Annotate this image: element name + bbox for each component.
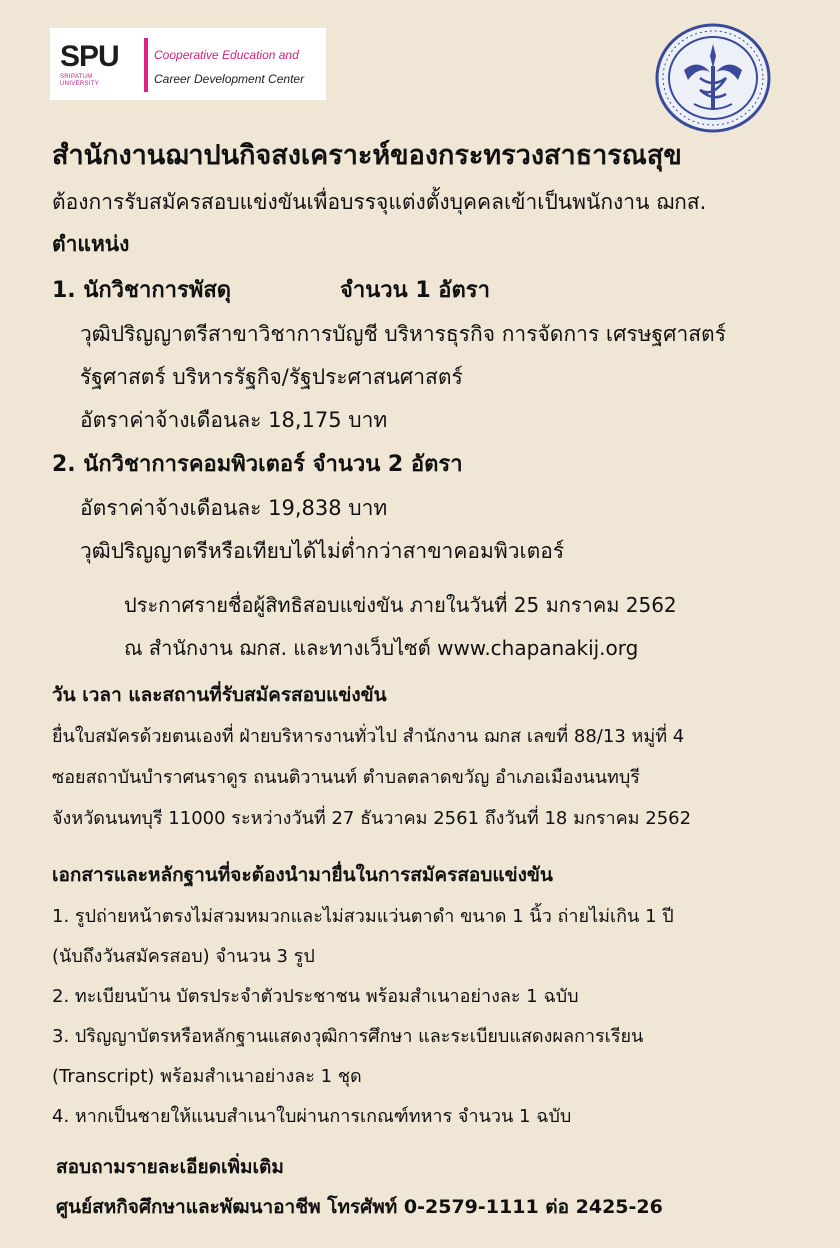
position-2-qualification: วุฒิปริญญาตรีหรือเทียบได้ไม่ต่ำกว่าสาขาคอมพิวเตอร์ [80, 539, 565, 563]
ministry-seal-icon [654, 22, 772, 134]
logo-brand-sub: SRIPATUM UNIVERSITY [60, 74, 100, 87]
document-item-1a: 1. รูปถ่ายหน้าตรงไม่สวมหมวกและไม่สวมแว่นตาดำ ขนาด 1 นิ้ว ถ่ายไม่เกิน 1 ปี [52, 906, 674, 927]
position-2-title: 2. นักวิชาการคอมพิวเตอร์ จำนวน 2 อัตรา [52, 452, 463, 477]
page-title: สำนักงานฌาปนกิจสงเคราะห์ของกระทรวงสาธารณสุข [52, 140, 682, 171]
logo-center-line2: Career Development Center [154, 72, 305, 86]
document-item-2: 2. ทะเบียนบ้าน บัตรประจำตัวประชาชน พร้อมสำเนาอย่างละ 1 ฉบับ [52, 986, 579, 1007]
position-1-count: จำนวน 1 อัตรา [340, 278, 490, 303]
document-item-1b: (นับถึงวันสมัครสอบ) จำนวน 3 รูป [52, 946, 315, 967]
apply-line-3: จังหวัดนนทบุรี 11000 ระหว่างวันที่ 27 ธันวาคม 2561 ถึงวันที่ 18 มกราคม 2562 [52, 808, 692, 829]
announcement-line-1: ประกาศรายชื่อผู้สิทธิสอบแข่งขัน ภายในวันที่ 25 มกราคม 2562 [124, 593, 677, 617]
logo-divider [144, 38, 148, 92]
logo-center-line1: Cooperative Education and [154, 48, 299, 62]
logo-brand: SPU [60, 40, 119, 73]
document-item-4: 4. หากเป็นชายให้แนบสำเนาใบผ่านการเกณฑ์ทหาร จำนวน 1 ฉบับ [52, 1106, 572, 1127]
document-item-3a: 3. ปริญญาบัตรหรือหลักฐานแสดงวุฒิการศึกษา และระเบียบแสดงผลการเรียน [52, 1026, 644, 1047]
apply-line-1: ยื่นใบสมัครด้วยตนเองที่ ฝ่ายบริหารงานทั่วไป สำนักงาน ฌกส เลขที่ 88/13 หมู่ที่ 4 [52, 726, 685, 747]
document-item-3b: (Transcript) พร้อมสำเนาอย่างละ 1 ชุด [52, 1066, 362, 1087]
contact-heading: สอบถามรายละเอียดเพิ่มเติม [56, 1156, 284, 1178]
position-1-title: 1. นักวิชาการพัสดุ [52, 278, 232, 303]
announcement-line-2: ณ สำนักงาน ฌกส. และทางเว็บไซต์ www.chapanakij.org [124, 636, 639, 660]
contact-line: ศูนย์สหกิจศึกษาและพัฒนาอาชีพ โทรศัพท์ 0-2579-1111 ต่อ 2425-26 [56, 1196, 663, 1218]
page-subtitle: ต้องการรับสมัครสอบแข่งขันเพื่อบรรจุแต่งตั้งบุคคลเข้าเป็นพนักงาน ฌกส. [52, 190, 707, 214]
documents-heading: เอกสารและหลักฐานที่จะต้องนำมายื่นในการสมัครสอบแข่งขัน [52, 864, 553, 886]
apply-heading: วัน เวลา และสถานที่รับสมัครสอบแข่งขัน [52, 684, 387, 706]
spu-logo [50, 28, 326, 100]
positions-heading: ตำแหน่ง [52, 232, 130, 256]
position-1-qualification-2: รัฐศาสตร์ บริหารรัฐกิจ/รัฐประศาสนศาสตร์ [80, 365, 463, 389]
position-2-salary: อัตราค่าจ้างเดือนละ 19,838 บาท [80, 496, 388, 520]
apply-line-2: ซอยสถาบันบำราศนราดูร ถนนติวานนท์ ตำบลตลาดขวัญ อำเภอเมืองนนทบุรี [52, 767, 640, 788]
position-1-salary: อัตราค่าจ้างเดือนละ 18,175 บาท [80, 408, 388, 432]
position-1-qualification-1: วุฒิปริญญาตรีสาขาวิชาการบัญชี บริหารธุรกิจ การจัดการ เศรษฐศาสตร์ [80, 322, 726, 346]
